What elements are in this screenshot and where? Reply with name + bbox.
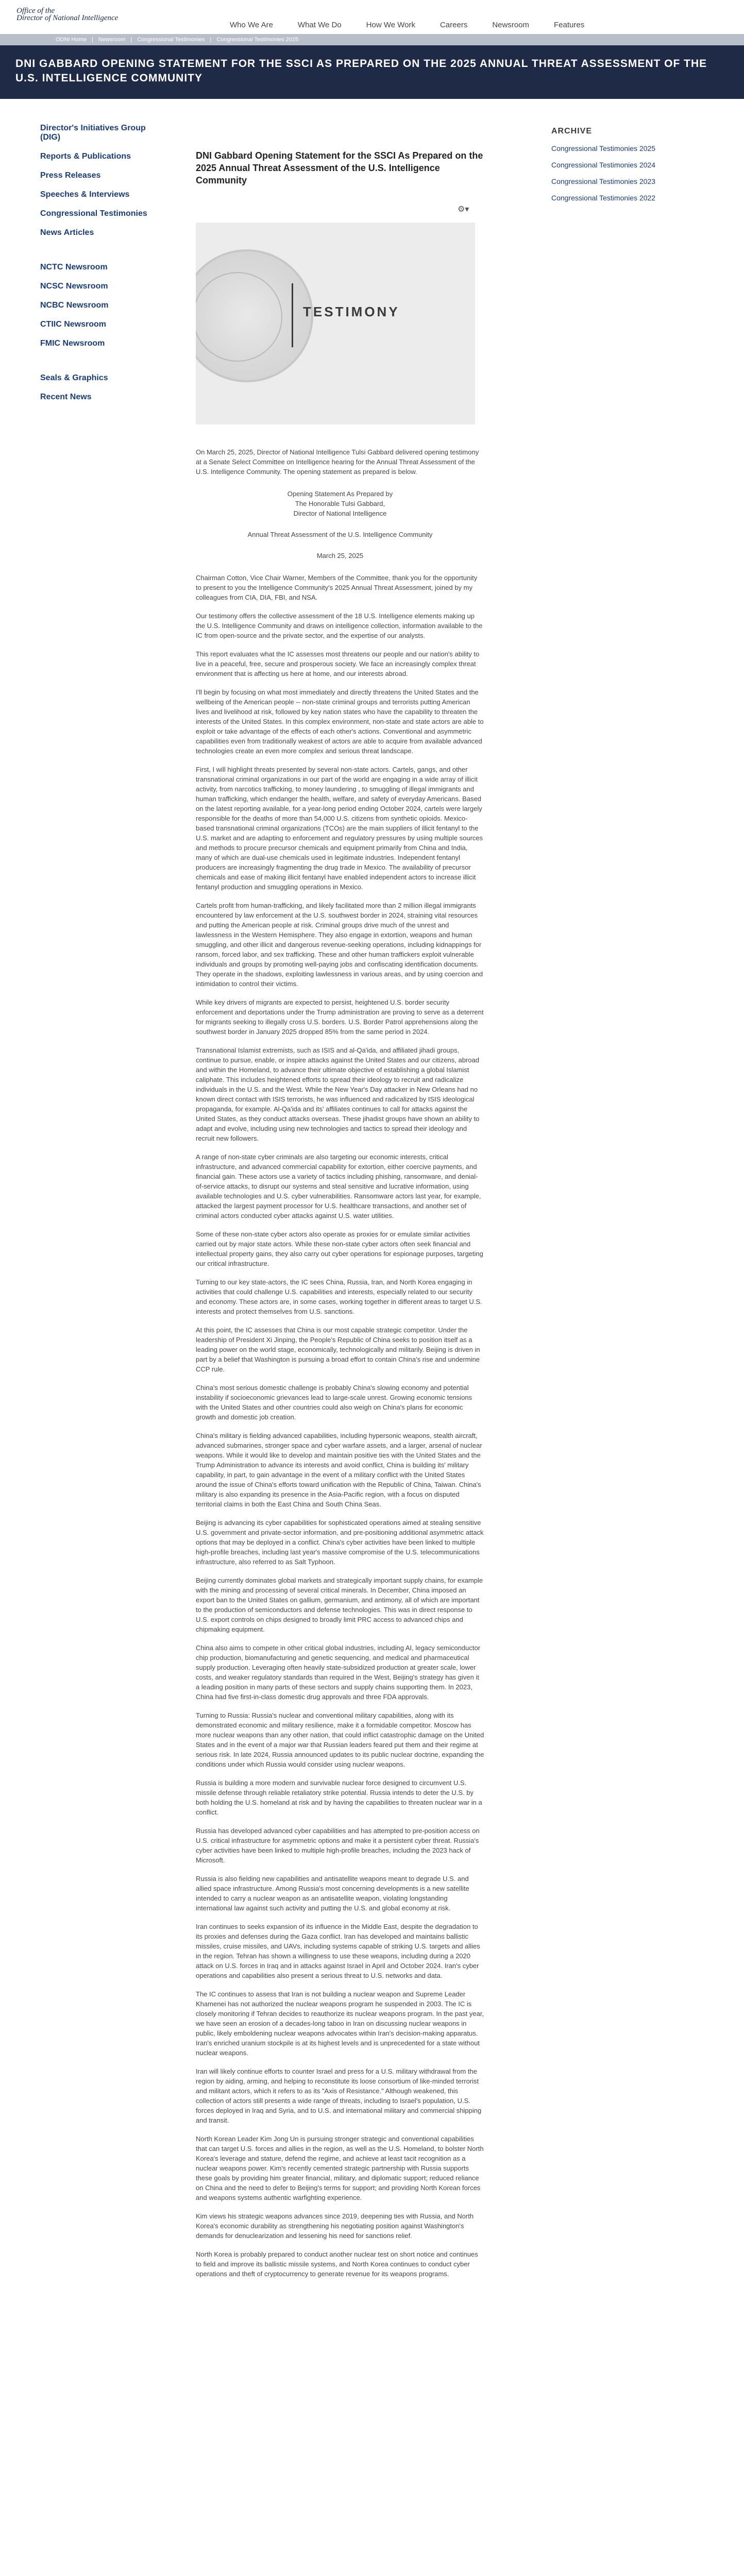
logo-line-1: Office of the [16, 7, 55, 15]
breadcrumb-separator: | [130, 37, 132, 43]
article-paragraph: While key drivers of migrants are expected to persist, heightened U.S. border security enforcement and deportations under the Trump administration are proving to serve as a deterrent for migrants seeking to illegally cross U.S. borders. U.S. Border Patrol apprehensions along the southwest border in January 2025 dropped 85% from the same period in 2024. [196, 998, 484, 1036]
sidebar-item-speeches[interactable]: Speeches & Interviews [40, 190, 130, 199]
logo-line-2: Director of National Intelligence [16, 14, 119, 22]
nav-who-we-are[interactable]: Who We Are [230, 21, 273, 29]
article-paragraph: I'll begin by focusing on what most immediately and directly threatens the United States and the wellbeing of the American people -- non-state criminal groups and terrorists putting American lives and livelihood at risk, followed by key nation states who have the capability to threaten the interests of the United States. In this complex environment, non-state and state actors are able to exploit or take advantage of the effects of each other's actions. Conventional and asymmetric capabilities even from traditionally weakest of actors are able to acquire from available advanced technologies create an even more complex and serious threat landscape. [196, 688, 484, 755]
sidebar-item-reports[interactable]: Reports & Publications [40, 152, 131, 161]
share-gear-icon[interactable]: ⚙▾ [458, 205, 469, 214]
sidebar-item-ctiic[interactable]: CTIIC Newsroom [40, 320, 107, 329]
article-paragraph: The IC continues to assess that Iran is not building a nuclear weapon and Supreme Leader Khamenei has not authorized the nuclear weapons program he suspended in 2003. The IC is closely monitoring if Tehran decides to reauthorize its nuclear weapons program. In the past year, we have seen an erosion of a decades-long taboo in Iran on discussing nuclear weapons in public, likely emboldening nuclear weapons advocates within Iran's decision-making apparatus. Iran's enriched uranium stockpile is at its highest levels and is unprecedented for a state without nuclear weapons. [196, 1990, 484, 2057]
archive-link-2022[interactable]: Congressional Testimonies 2022 [551, 194, 656, 202]
sidebar [40, 124, 154, 412]
sidebar-item-seals[interactable]: Seals & Graphics [40, 374, 108, 382]
top-nav [230, 21, 609, 29]
article-paragraph: North Korean Leader Kim Jong Un is pursuing stronger strategic and conventional capabilities that can target U.S. forces and allies in the region, as well as the U.S. Homeland, to bolster North Korea's leverage and stature, defend the regime, and achieve at least tacit recognition as a nuclear weapons power. Kim's recently cemented strategic partnership with Russia supports these goals by providing him greater financial, military, and diplomatic support; reduced reliance on China and the need to defer to Beijing's terms for support; and providing North Korean forces and weapons systems authentic warfighting experience. [196, 2135, 484, 2201]
article-paragraph: Turning to Russia: Russia's nuclear and conventional military capabilities, along with its demonstrated economic and military resilience, make it a formidable competitor. Moscow has more nuclear weapons than any other nation, that could inflict catastrophic damage on the United States and in the event of a major war that Russian leaders feared put them and their regime at serious risk. In late 2024, Russia announced updates to its public nuclear doctrine, expanding the conditions under which Russia would consider using nuclear weapons. [196, 1711, 484, 1768]
nav-newsroom[interactable]: Newsroom [492, 21, 530, 29]
article-paragraph: Our testimony offers the collective assessment of the 18 U.S. Intelligence elements making up the U.S. Intelligence Community and draws on intelligence collection, information available to the IC from open-source and the private sector, and the expertise of our analysts. [196, 612, 483, 639]
article-body [196, 573, 484, 2279]
prepared-line: The Honorable Tulsi Gabbard, [295, 500, 385, 507]
prepared-line: Director of National Intelligence [293, 510, 387, 517]
seal-icon [196, 249, 313, 382]
sidebar-item-press-releases[interactable]: Press Releases [40, 171, 101, 180]
article-intro: On March 25, 2025, Director of National Intelligence Tulsi Gabbard delivered opening testimony at a Senate Select Committee on Intelligence hearing for the Annual Threat Assessment of the U.S. Intelligence Community. The opening statement as prepared is below. [196, 448, 479, 476]
article-paragraph: Chairman Cotton, Vice Chair Warner, Members of the Committee, thank you for the opportunity to present to you the Intelligence Community's 2025 Annual Threat Assessment, joined by my colleagues from CIA, DIA, FBI, and NSA. [196, 574, 478, 601]
article-paragraph: Transnational Islamist extremists, such as ISIS and al-Qa'ida, and affiliated jihadi groups, continue to pursue, enable, or inspire attacks against the United States and our citizens, abroad and within the Homeland, to advance their ultimate objective of establishing a global Islamist caliphate. This includes heightened efforts to spread their ideology to recruit and radicalize individuals in the U.S. and the West. While the New Year's Day attacker in New Orleans had no known direct contact with ISIS terrorists, he was influenced and radicalized by ISIS ideological propaganda, for example. Al-Qa'ida and its' affiliates continues to call for attacks against the United States, as they conduct attacks overseas. These jihadist groups have shown an ability to adapt and evolve, including using new technologies and tactics to spread their ideology and recruit new followers. [196, 1046, 480, 1142]
article-paragraph: This report evaluates what the IC assesses most threatens our people and our nation's ability to live in a peaceful, free, secure and prosperous society. We face an increasingly complex threat environment that is affecting us here at home, and our interests abroad. [196, 650, 480, 677]
breadcrumb-current: Congressional Testimonies 2025 [216, 37, 299, 43]
odni-logo[interactable] [16, 7, 118, 22]
article-paragraph: A range of non-state cyber criminals are also targeting our economic interests, critical infrastructure, and advanced commercial capability for extortion, either coercive payments, and financial gain. These actors use a variety of tactics including phishing, ransomware, and denial-of-service attacks, to disrupt our systems and steal sensitive and lucrative information, using available technologies and U.S. cyber vulnerabilities. Ransomware actors last year, for example, attacked the largest payment processor for U.S. healthcare transactions, and another set of criminal actors conducted cyber attacks against U.S. water utilities. [196, 1153, 481, 1219]
breadcrumb-testimonies[interactable]: Congressional Testimonies [137, 37, 205, 43]
breadcrumb-separator: | [91, 37, 93, 43]
breadcrumb-home[interactable]: ODNI Home [56, 37, 87, 43]
archive-link-2023[interactable]: Congressional Testimonies 2023 [551, 177, 656, 185]
article-paragraph: Kim views his strategic weapons advances since 2019, deepening ties with Russia, and North Korea's economic durability as strengthening his negotiating position against Washington's demands for denuclearization and lessening his need for sanctions relief. [196, 2212, 474, 2240]
article-paragraph: Iran continues to seeks expansion of its influence in the Middle East, despite the degradation to its proxies and defenses during the Gaza conflict. Iran has developed and maintains ballistic missiles, cruise missiles, and UAVs, including systems capable of striking U.S. targets and allies in the region. Tehran has shown a willingness to use these weapons, including during a 2020 attack on U.S. forces in Iraq and in attacks against Israel in April and October 2024. Iran's cyber operations and capabilities also present a serious threat to U.S. networks and data. [196, 1923, 480, 1979]
sidebar-item-news-articles[interactable]: News Articles [40, 228, 94, 237]
article-paragraph: Some of these non-state cyber actors also operate as proxies for or emulate similar activities carried out by major state actors. While these non-state cyber actors often seek financial and intellectual property gains, they also carry out cyber operations for espionage purposes, targeting our critical infrastructure. [196, 1230, 483, 1267]
banner-divider [292, 283, 293, 347]
sidebar-item-nctc[interactable]: NCTC Newsroom [40, 263, 108, 272]
statement-date: March 25, 2025 [316, 552, 364, 560]
banner-label: TESTIMONY [303, 304, 400, 319]
sidebar-item-ncbc[interactable]: NCBC Newsroom [40, 301, 109, 310]
sidebar-item-testimonies[interactable]: Congressional Testimonies [40, 209, 147, 218]
article-paragraph: Turning to our key state-actors, the IC sees China, Russia, Iran, and North Korea engaging in activities that could challenge U.S. capabilities and interests, especially related to our security and economy. These actors are, in some cases, working together in different areas to target U.S. interests and protect themselves from U.S. sanctions. [196, 1278, 482, 1315]
article-paragraph: At this point, the IC assesses that China is our most capable strategic competitor. Under the leadership of President Xi Jinping, the People's Republic of China seeks to position itself as a leading power on the world stage, economically, technologically and militarily. Beijing is driven in part by a belief that Washington is pursuing a broad effort to contain China's rise and undermine CCP rule. [196, 1326, 480, 1373]
archive-panel [551, 127, 675, 210]
article-heading: DNI Gabbard Opening Statement for the SSCI As Prepared on the 2025 Annual Threat Assessment of the U.S. Intelligence Community [196, 150, 483, 185]
sidebar-item-ncsc[interactable]: NCSC Newsroom [40, 282, 108, 291]
title-band [0, 45, 744, 99]
sidebar-item-fmic[interactable]: FMIC Newsroom [40, 339, 105, 348]
testimony-banner-image [196, 223, 475, 425]
page-title: DNI GABBARD OPENING STATEMENT FOR THE SSCI AS PREPARED ON THE 2025 ANNUAL THREAT ASSESSMENT OF THE U.S. INTELLIGENCE COMMUNITY [15, 58, 707, 84]
article-paragraph: Russia has developed advanced cyber capabilities and has attempted to pre-position access on U.S. critical infrastructure for asymmetric options and make it a persistent cyber threat. Russia's cyber activities have been linked to multiple high-profile breaches, including the 2023 hack of Microsoft. [196, 1827, 480, 1864]
occasion-line: Annual Threat Assessment of the U.S. Intelligence Community [247, 531, 433, 538]
article-paragraph: China's military is fielding advanced capabilities, including hypersonic weapons, stealth aircraft, advanced submarines, stronger space and cyber warfare assets, and a larger, arsenal of nuclear weapons. While it would like to develop and maintain positive ties with the United States and the Trump Administration to advance its interests and avoid conflict, China is building its' military capability, in part, to gain advantage in the event of a military conflict with the United States around the issue of China's efforts toward unification with the Republic of China, Taiwan. China's military is also expanding its presence in the Asia-Pacific region, with a focus on disputed territorial claims in both the East China and South China Seas. [196, 1432, 482, 1508]
sidebar-spacer [40, 247, 154, 263]
sidebar-spacer [40, 358, 154, 374]
breadcrumb-separator: | [210, 37, 212, 43]
article [196, 149, 484, 2287]
article-paragraph: Beijing currently dominates global markets and strategically important supply chains, for example with the mining and processing of several critical minerals. In December, China imposed an export ban to the United States on gallium, germanium, and antimony, all of which are important to the production of semiconductors and defense technologies. This was in direct response to U.S. export controls on chips designed to broadly limit PRC access to advanced chips and chipmaking equipment. [196, 1577, 483, 1633]
site-header [0, 0, 744, 34]
sidebar-item-recent-news[interactable]: Recent News [40, 393, 92, 401]
article-paragraph: China's most serious domestic challenge is probably China's slowing economy and potential instability if socioeconomic grievances lead to large-scale unrest. Growing economic tensions with the United States and other countries could also weigh on China's plans for economic growth and domestic job creation. [196, 1384, 472, 1421]
logo-wordmark [16, 7, 118, 22]
article-paragraph: China also aims to compete in other critical global industries, including AI, legacy semiconductor chip production, biomanufacturing and genetic sequencing, and medical and pharmaceutical supply production. Leveraging often heavily state-subsidized production at greater scale, lower costs, and weaker regulatory standards than required in the West, Beijing's strategy has given it a leading position in many parts of these sectors and supply chains supporting them. In 2023, China had five first-in-class domestic drug approvals and three FDA approvals. [196, 1644, 481, 1701]
sidebar-item-dig[interactable]: Director's Initiatives Group (DIG) [40, 124, 146, 142]
archive-heading: ARCHIVE [551, 127, 593, 135]
nav-how-we-work[interactable]: How We Work [366, 21, 415, 29]
article-paragraph: Iran will likely continue efforts to counter Israel and press for a U.S. military withdrawal from the region by aiding, arming, and helping to reconstitute its loose consortium of like-minded terrorist and militant actors, which it refers to as its "Axis of Resistance." Although weakened, this collection of actors still presents a wide range of threats, including to Israel's population, U.S. forces deployed in Iraq and Syria, and to U.S. and international military and commercial shipping and transit. [196, 2067, 482, 2124]
article-paragraph: Russia is also fielding new capabilities and antisatellite weapons meant to degrade U.S. and allied space infrastructure. Among Russia's most concerning developments is a new satellite intended to carry a nuclear weapon as an antisatellite weapon, violating longstanding international law against such activity and putting the U.S. and global economy at risk. [196, 1875, 469, 1912]
breadcrumb [0, 34, 744, 45]
nav-careers[interactable]: Careers [439, 21, 468, 29]
prepared-line: Opening Statement As Prepared by [287, 490, 393, 498]
article-paragraph: Beijing is advancing its cyber capabilities for sophisticated operations aimed at stealing sensitive U.S. government and private-sector information, and pre-positioning additional asymmetric attack options that may be deployed in a conflict. China's cyber activities have been linked to multiple high-profile breaches, including last year's massive compromise of the U.S. telecommunications infrastructure, also referred to as Salt Typhoon. [196, 1519, 484, 1566]
article-paragraph: Russia is building a more modern and survivable nuclear force designed to circumvent U.S. missile defense through reliable retaliatory strike potential. Russia intends to deter the U.S. by both holding the U.S. homeland at risk and by having the capabilities to threaten nuclear war in a conflict. [196, 1779, 482, 1816]
nav-what-we-do[interactable]: What We Do [297, 21, 342, 29]
nav-features[interactable]: Features [554, 21, 585, 29]
article-paragraph: Cartels profit from human-trafficking, and likely facilitated more than 2 million illegal immigrants encountered by law enforcement at the U.S. southwest border in 2024, straining vital resources and putting the American people at risk. Criminal groups drive much of the unrest and lawlessness in the Western Hemisphere. They also engage in extortion, weapons and human smuggling, and other illicit and dangerous revenue-seeking operations, including kidnappings for ransom, forced labor, and sex trafficking. These and other human traffickers exploit vulnerable individuals and groups by promoting well-paying jobs and confiscating identification documents. They operate in the shadows, exploiting lawlessness in various areas, and by using coercion and intimidation to control their victims. [196, 902, 483, 988]
prepared-by-block [196, 489, 484, 518]
archive-link-2024[interactable]: Congressional Testimonies 2024 [551, 161, 656, 169]
article-paragraph: First, I will highlight threats presented by several non-state actors. Cartels, gangs, and other transnational criminal organizations in our part of the world are engaging in a wide array of illicit activity, from narcotics trafficking, to money laundering , to smuggling of illegal immigrants and human trafficking, which endanger the health, welfare, and safety of everyday Americans. Based on the latest reporting available, for a year-long period ending October 2024, cartels were largely responsible for the deaths of more than 54,000 U.S. citizens from synthetic opioids. Mexico-based transnational criminal organizations (TCOs) are the main suppliers of illicit fentanyl to the U.S. market and are adapting to enforcement and regulatory pressures by using multiple sources and methods to procure precursor chemicals and equipment primarily from China and India, many of which are dual-use chemicals used in legitimate industries. Independent fentanyl producers are increasingly fragmenting the drug trade in Mexico. The availability of precursor chemicals and ease of making illicit fentanyl have enabled independent actors to increase illicit fentanyl production and smuggling operations in Mexico. [196, 766, 483, 891]
breadcrumb-newsroom[interactable]: Newsroom [98, 37, 126, 43]
article-paragraph: North Korea is probably prepared to conduct another nuclear test on short notice and continues to field and improve its ballistic missile systems, and North Korea continues to conduct cyber operations and theft of cryptocurrency to generate revenue for its weapons programs. [196, 2250, 478, 2278]
archive-link-2025[interactable]: Congressional Testimonies 2025 [551, 144, 656, 152]
